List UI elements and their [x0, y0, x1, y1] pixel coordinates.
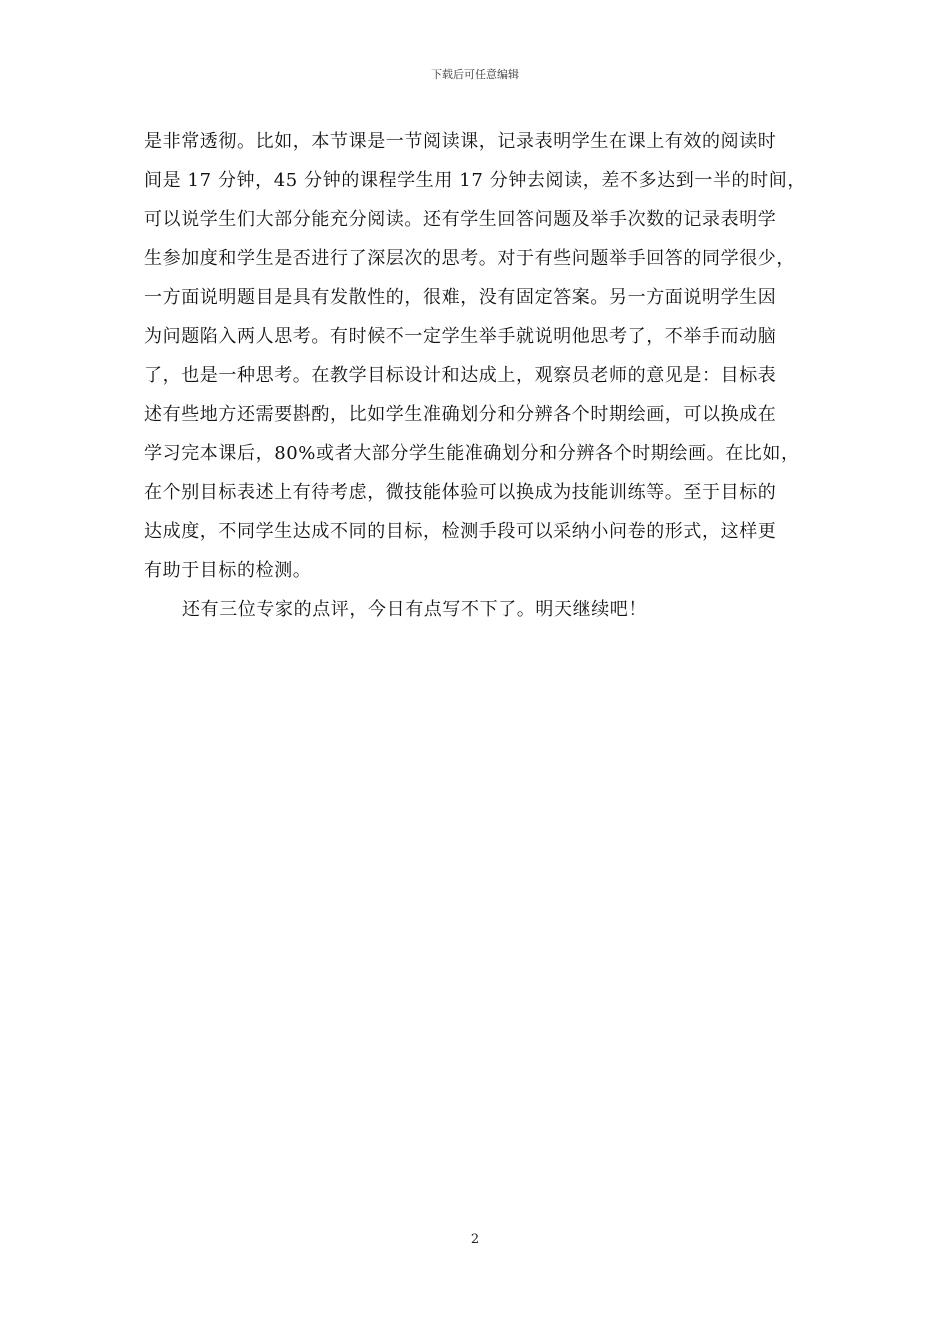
- body-line: 生参加度和学生是否进行了深层次的思考。对于有些问题举手回答的同学很少，: [144, 248, 795, 269]
- body-line: 间是 17 分钟，45 分钟的课程学生用 17 分钟去阅读，差不多达到一半的时间，: [144, 170, 806, 191]
- body-line: 了，也是一种思考。在教学目标设计和达成上，观察员老师的意见是：目标表: [144, 365, 777, 386]
- page-number: 2: [470, 1232, 480, 1247]
- body-line: 达成度，不同学生达成不同的目标，检测手段可以采纳小问卷的形式，这样更: [144, 521, 777, 542]
- body-line: 可以说学生们大部分能充分阅读。还有学生回答问题及举手次数的记录表明学: [144, 209, 777, 230]
- body-line: 为问题陷入两人思考。有时候不一定学生举手就说明他思考了，不举手而动脑: [144, 326, 777, 347]
- body-line: 一方面说明题目是具有发散性的，很难，没有固定答案。另一方面说明学生因: [144, 287, 777, 308]
- page-header: 下载后可任意编辑: [431, 68, 519, 81]
- closing-paragraph: 还有三位专家的点评，今日有点写不下了。明天继续吧！: [182, 599, 647, 620]
- document-body: [144, 122, 808, 629]
- body-line: 述有些地方还需要斟酌，比如学生准确划分和分辨各个时期绘画，可以换成在: [144, 404, 777, 425]
- body-line: 是非常透彻。比如，本节课是一节阅读课，记录表明学生在课上有效的阅读时: [144, 131, 777, 152]
- body-line: 学习完本课后，80%或者大部分学生能准确划分和分辨各个时期绘画。在比如，: [144, 443, 800, 464]
- body-line: 有助于目标的检测。: [144, 560, 312, 581]
- body-line: 在个别目标表述上有待考虑，微技能体验可以换成为技能训练等。至于目标的: [144, 482, 777, 503]
